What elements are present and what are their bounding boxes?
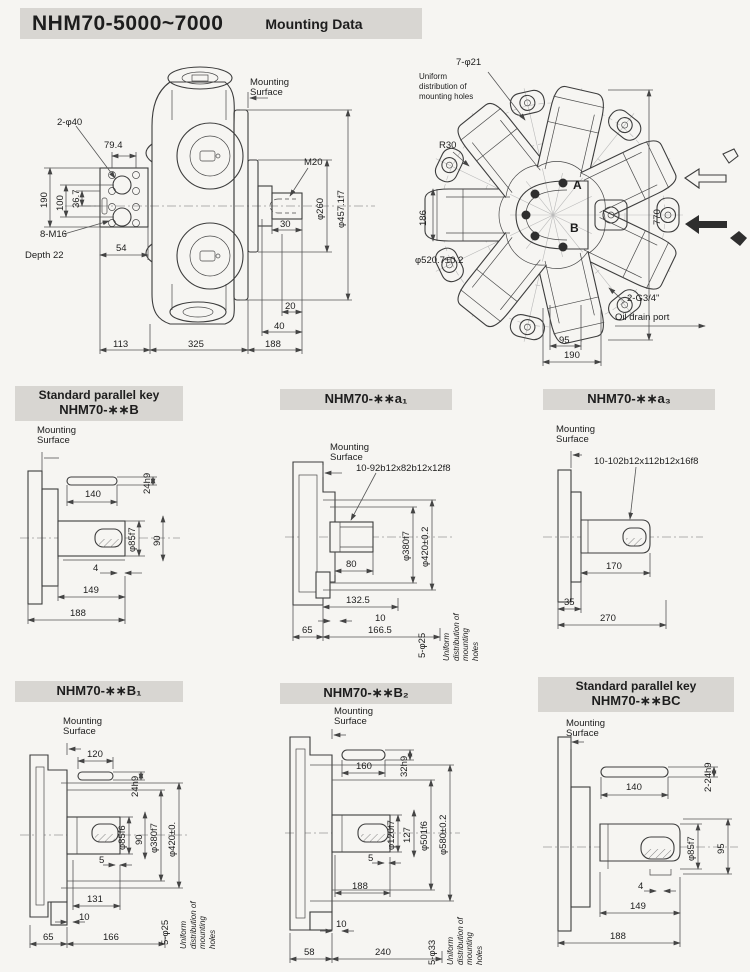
- dim-120f7-label: φ120f7: [386, 820, 397, 850]
- dim-131-label: 131: [87, 894, 103, 905]
- dim-190-label: 190: [564, 350, 580, 361]
- dim-149-label: 149: [83, 585, 99, 596]
- mounting-surface-label: Mounting Surface: [250, 77, 290, 99]
- dim-190-label: 190: [39, 192, 50, 208]
- mounting-surface-label: Mounting Surface: [330, 442, 370, 464]
- header-bar: [20, 8, 422, 39]
- dim-85f6-label: φ85f6: [117, 825, 128, 850]
- spline-spec-label: 10-92b12x82b12x12f8: [356, 463, 451, 474]
- panel-nhm70-bc: [538, 677, 750, 972]
- panel-title-line2: NHM70-∗∗a₁: [324, 391, 408, 406]
- depth-label: Depth 22: [25, 250, 64, 261]
- port-b-label: B: [570, 221, 579, 235]
- dim-420-label: φ420±0.2: [420, 526, 431, 567]
- page-subtitle: Mounting Data: [265, 15, 363, 32]
- flange-section: [30, 755, 67, 917]
- dim-186-label: 186: [418, 210, 429, 226]
- dim-4-label: 4: [638, 881, 644, 892]
- shaft-drawing-b: [15, 416, 265, 666]
- dim-188-label: 188: [610, 931, 626, 942]
- dim-32h9-label: 32h9: [399, 755, 410, 777]
- dim-188-label: 188: [70, 608, 86, 619]
- dim-80-label: 80: [346, 559, 357, 570]
- mounting-surface-label: Mounting Surface: [566, 718, 606, 740]
- port-a-label: A: [573, 178, 582, 192]
- dim-2x40-label: 2-φ40: [57, 117, 83, 128]
- panel-nhm70-a1: [280, 389, 530, 666]
- mounting-surface-label: Mounting Surface: [556, 424, 596, 446]
- dim-m20-label: M20: [304, 157, 323, 168]
- key: [342, 750, 385, 760]
- shaft: [58, 521, 125, 556]
- dim-40-label: 40: [274, 321, 285, 332]
- dim-7x21-label: 7-φ21: [456, 57, 482, 68]
- dim-5x25-label: 5-φ25: [417, 632, 428, 658]
- shaft-drawing-bc: [538, 707, 750, 972]
- dim-140-label: 140: [85, 489, 101, 500]
- spline-shaft: [581, 520, 650, 553]
- dim-580-label: φ580±0.2: [438, 814, 449, 855]
- uniform-note: Uniform distribution of mounting holes: [446, 917, 484, 965]
- dim-5-label: 5: [368, 853, 374, 864]
- dim-95-label: 95: [716, 843, 727, 854]
- dim-1325-label: 132.5: [346, 595, 370, 606]
- dim-79-label: 79.4: [104, 140, 123, 151]
- uniform-note: Uniform distribution of mounting holes: [419, 72, 474, 101]
- motor-body: [146, 67, 248, 324]
- panel-nhm70-b: [15, 386, 265, 666]
- dim-10-label: 10: [375, 613, 386, 624]
- dim-65-label: 65: [43, 932, 54, 943]
- dim-10-label: 10: [79, 912, 90, 923]
- page-title: NHM70-5000~7000: [32, 11, 224, 35]
- dim-58-label: 58: [304, 947, 315, 958]
- dim-85f7-label: φ85f7: [686, 836, 697, 861]
- dim-270-label: 270: [600, 613, 616, 624]
- panel-title-line2: NHM70-∗∗B₁: [56, 683, 142, 698]
- dim-188-label: 188: [265, 339, 281, 350]
- dim-20-label: 20: [285, 301, 296, 312]
- mounting-surface-label: Mounting Surface: [37, 425, 77, 447]
- dim-501-label: φ501f6: [419, 821, 430, 851]
- dim-5-label: 5: [99, 855, 105, 866]
- spline-shaft: [330, 522, 373, 552]
- dim-24h9-label: 24h9: [142, 472, 153, 494]
- dim-380-label: φ380f7: [149, 823, 160, 853]
- panel-nhm70-a3: [538, 389, 750, 666]
- panel-header: [280, 683, 452, 704]
- shaft: [332, 815, 390, 852]
- panel-title-line1: Standard parallel key: [575, 679, 697, 693]
- dim-8m16-label: 8-M16: [40, 229, 67, 240]
- dim-90-label: 90: [134, 834, 145, 845]
- dim-140-label: 140: [626, 782, 642, 793]
- panel-nhm70-b2: [280, 683, 530, 972]
- mounting-surface-label: Mounting Surface: [334, 706, 374, 728]
- dim-149-label: 149: [630, 901, 646, 912]
- panel-nhm70-b1: [15, 681, 265, 972]
- dim-520-label: φ520.7±0.2: [415, 255, 464, 266]
- dim-5x33-label: 5-φ33: [427, 939, 438, 965]
- dim-160-label: 160: [356, 761, 372, 772]
- flange: [558, 470, 571, 602]
- dim-2-24h9-label: 2-24h9: [703, 762, 714, 792]
- uniform-note: Uniform distribution of mounting holes: [442, 613, 480, 661]
- dim-65-label: 65: [302, 625, 313, 636]
- shaft-drawing-a3: [538, 415, 750, 666]
- flange: [558, 737, 571, 931]
- dim-127-label: 127: [402, 827, 413, 843]
- drain-size-label: 2-G3/4": [627, 293, 660, 304]
- dim-367-label: 36.7: [71, 189, 82, 208]
- drain-port-label: Oil drain port: [615, 312, 670, 323]
- uniform-note: Uniform distribution of mounting holes: [179, 901, 217, 949]
- panel-title-line2: NHM70-∗∗B₂: [323, 685, 409, 700]
- dim-85f7-label: φ85f7: [127, 527, 138, 552]
- side-view: [10, 48, 420, 388]
- dim-260-label: φ260: [315, 197, 326, 220]
- port-flange: [100, 168, 148, 227]
- panel-title-line2: NHM70-∗∗a₃: [587, 391, 671, 406]
- dim-188-label: 188: [352, 881, 368, 892]
- dim-54-label: 54: [116, 243, 127, 254]
- dim-95-label: 95: [559, 335, 570, 346]
- dim-10-label: 10: [336, 919, 347, 930]
- panel-title-line2: NHM70-∗∗B: [59, 401, 139, 417]
- key: [67, 477, 117, 485]
- dim-240-label: 240: [375, 947, 391, 958]
- spline-spec-label: 10-102b12x112b12x16f8: [594, 456, 699, 467]
- dim-35-label: 35: [564, 597, 575, 608]
- dim-90-label: 90: [152, 535, 163, 546]
- dimensions: [44, 92, 352, 354]
- dim-325-label: 325: [188, 339, 204, 350]
- dim-100-label: 100: [55, 195, 66, 211]
- dim-r30-label: R30: [439, 140, 457, 151]
- dim-1665-label: 166.5: [368, 625, 392, 636]
- front-view: [413, 50, 750, 380]
- dim-166-label: 166: [103, 932, 119, 943]
- side-view-drawing: [10, 48, 420, 388]
- dim-170-label: 170: [606, 561, 622, 572]
- panel-title-line2: NHM70-∗∗BC: [591, 692, 681, 708]
- dim-5x25-label: 5-φ25: [160, 919, 171, 945]
- dim-420-label: φ420±0.: [167, 821, 178, 857]
- dim-120-label: 120: [87, 749, 103, 760]
- key: [601, 767, 668, 777]
- rotation-arrows: [685, 149, 747, 246]
- dim-24h9-label: 24h9: [130, 775, 141, 797]
- dim-770-label: 770: [652, 209, 663, 225]
- flange: [28, 471, 42, 604]
- key: [78, 772, 113, 780]
- mounting-surface-label: Mounting Surface: [63, 716, 103, 738]
- dim-457-label: φ457.1f7: [336, 190, 347, 228]
- dim-380-label: φ380f7: [401, 531, 412, 561]
- panel-header: [543, 389, 715, 410]
- dim-30-label: 30: [280, 219, 291, 230]
- panel-header: [15, 681, 183, 702]
- dim-113-label: 113: [113, 339, 129, 350]
- dim-4-label: 4: [93, 563, 99, 574]
- panel-title-line1: Standard parallel key: [38, 388, 160, 402]
- panel-header: [280, 389, 452, 410]
